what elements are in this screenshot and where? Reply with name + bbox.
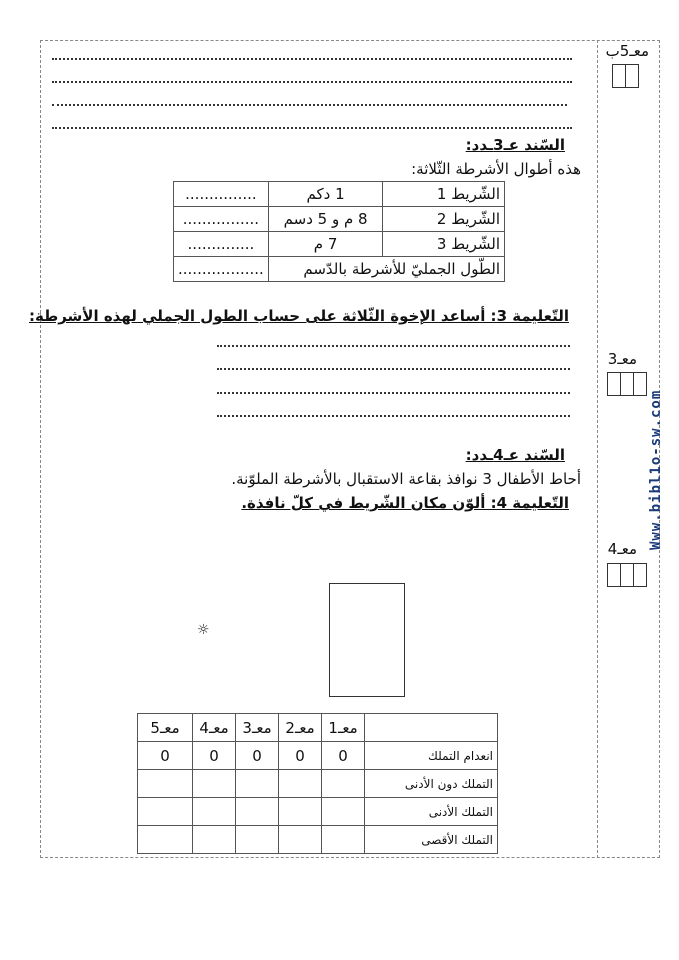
answer-cell[interactable]: ..............	[174, 232, 269, 257]
table-row: التملك الأدنى	[138, 798, 498, 826]
margin-label-criterion-4: معـ4	[607, 540, 637, 558]
table-row: معـ1 معـ2 معـ3 معـ4 معـ5	[138, 714, 498, 742]
table-row: التملك دون الأدنى	[138, 770, 498, 798]
ribbons-table	[173, 181, 505, 282]
section-4-text: أحاط الأطفال 3 نوافذ بقاعة الاستقبال بالأشرطة الملوّنة.	[231, 470, 581, 488]
answer-line[interactable]	[52, 104, 567, 106]
instruction-4: التّعليمة 4: ألوّن مكان الشّريط في كلّ نافذة.	[241, 494, 569, 512]
answer-cell[interactable]: ...............	[174, 182, 269, 207]
answer-line[interactable]	[52, 81, 572, 83]
window-rectangle[interactable]	[329, 583, 405, 697]
score-boxes-3[interactable]	[607, 372, 647, 396]
section-4-title: السّند عـ4ـدد:	[465, 446, 565, 464]
margin-label-criterion-3: معـ3	[607, 350, 637, 368]
margin-label-criterion-5b: معـ5ب	[605, 42, 649, 60]
watermark: Www.bibl1o-sw.com	[648, 389, 664, 550]
table-row: الطّول الجمليّ للأشرطة بالدّسم ..................	[174, 257, 505, 282]
answer-line[interactable]	[52, 127, 572, 129]
table-row: الشّريط 3 7 م ..............	[174, 232, 505, 257]
instruction-3: التّعليمة 3: أساعد الإخوة الثّلاثة على حساب الطول الجملي لهذه الأشرطة:	[28, 307, 569, 325]
answer-cell[interactable]: ................	[174, 207, 269, 232]
answer-line[interactable]	[217, 368, 570, 370]
score-boxes-4[interactable]	[607, 563, 647, 587]
section-3-intro: هذه أطوال الأشرطة الثّلاثة:	[411, 160, 581, 178]
grading-grid	[137, 713, 498, 854]
answer-cell[interactable]: ..................	[174, 257, 269, 282]
answer-line[interactable]	[217, 392, 570, 394]
section-3-title: السّند عـ3ـدد:	[465, 136, 565, 154]
table-row: انعدام التملك 0 0 0 0 0	[138, 742, 498, 770]
answer-line[interactable]	[217, 415, 570, 417]
answer-line[interactable]	[217, 345, 570, 347]
score-boxes-5b[interactable]	[612, 64, 639, 88]
answer-line[interactable]	[52, 58, 572, 60]
sun-icon: ☼	[197, 622, 210, 638]
margin-divider	[597, 40, 598, 858]
table-row: الشّريط 2 8 م و 5 دسم ................	[174, 207, 505, 232]
table-row: التملك الأقصى	[138, 826, 498, 854]
table-row: الشّريط 1 1 دكم ...............	[174, 182, 505, 207]
